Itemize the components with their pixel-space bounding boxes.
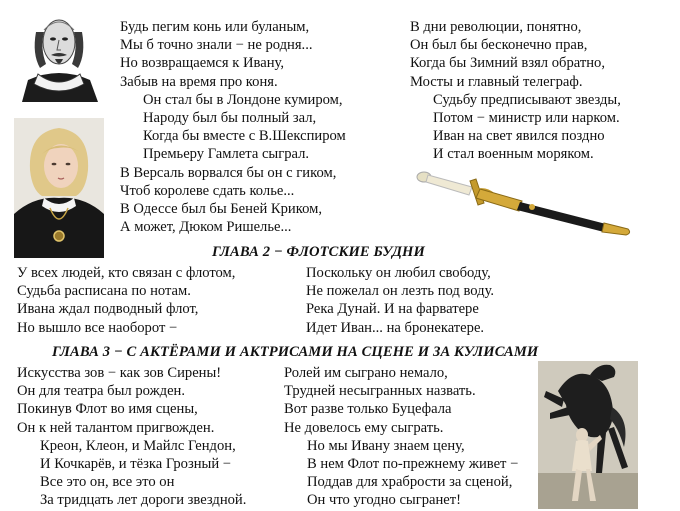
- poem-line: У всех людей, кто связан с флотом,: [17, 265, 236, 281]
- poem-line: Креон, Клеон, и Майлс Гендон,: [40, 437, 236, 454]
- poem-stanza-chapter3-left: [17, 364, 246, 510]
- poem-line: Судьбу предписывают звезды,: [433, 91, 621, 108]
- poem-line: И Кочкарёв, и тёзка Грозный −: [40, 455, 232, 472]
- poem-line: Когда бы вместе с В.Шекспиром: [143, 128, 346, 145]
- poem-line: Но мы Ивану знаем цену,: [307, 437, 465, 454]
- poem-line: Потом − министр или нарком.: [433, 109, 620, 126]
- poem-stanza-section1-right: [410, 18, 621, 164]
- poem-line: Забыв на время про коня.: [120, 73, 278, 90]
- poem-line: Но вышло все наоборот −: [17, 319, 178, 336]
- poem-line: Будь пегим конь или буланым,: [120, 19, 310, 35]
- poem-stanza-chapter3-right: [284, 364, 518, 510]
- chapter-2-heading: ГЛАВА 2 − ФЛОТСКИЕ БУДНИ: [212, 244, 425, 260]
- rearing-horse-image: [538, 361, 638, 509]
- poem-line: Не пожелал он лезть под воду.: [306, 283, 495, 300]
- poem-line: Чтоб королеве сдать колье...: [120, 182, 295, 199]
- actor-portrait-image: [14, 118, 104, 258]
- poem-line: Ивана ждал подводный флот,: [17, 301, 199, 318]
- poem-line: Премьеру Гамлета сыграл.: [143, 146, 310, 163]
- chapter-3-heading: ГЛАВА 3 − С АКТЁРАМИ И АКТРИСАМИ НА СЦЕНЕ И ЗА КУЛИСАМИ: [52, 344, 539, 360]
- poem-line: Все это он, все это он: [40, 474, 175, 491]
- poem-line: Он был бы бесконечно прав,: [410, 37, 588, 54]
- poem-line: Идет Иван... на бронекатере.: [306, 319, 485, 336]
- poem-line: В Версаль ворвался бы он с гиком,: [120, 164, 337, 181]
- poem-line: Мосты и главный телеграф.: [410, 73, 583, 90]
- poem-line: И стал военным моряком.: [433, 146, 594, 163]
- poem-stanza-chapter2-right: [306, 264, 494, 337]
- poem-line: Поскольку он любил свободу,: [306, 265, 491, 281]
- poem-line: Трудней несыгранных назвать.: [284, 383, 476, 400]
- poem-line: Он для театра был рожден.: [17, 383, 186, 400]
- poem-line: А может, Дюком Ришелье...: [120, 219, 292, 236]
- poem-line: Не довелось ему сыграть.: [284, 419, 444, 436]
- poem-stanza-section1-left: [120, 18, 346, 236]
- poem-stanza-chapter2-left: [17, 264, 235, 337]
- poem-line: Когда бы Зимний взял обратно,: [410, 55, 605, 72]
- poem-line: В нем Флот по-прежнему живет −: [307, 455, 519, 472]
- poem-line: За тридцать лет дороги звездной.: [40, 492, 247, 509]
- poem-line: Он что угодно сыгранет!: [307, 492, 462, 509]
- poem-line: В дни революции, понятно,: [410, 19, 582, 35]
- poem-line: Судьба расписана по нотам.: [17, 283, 191, 300]
- poem-line: Поддав для храбрости за сценой,: [307, 474, 513, 491]
- poem-line: Ролей им сыграно немало,: [284, 365, 448, 381]
- poem-line: Вот разве только Буцефала: [284, 401, 452, 418]
- poem-line: Он стал бы в Лондоне кумиром,: [143, 91, 343, 108]
- poem-line: В Одессе был бы Беней Криком,: [120, 200, 322, 217]
- poem-line: Покинув Флот во имя сцены,: [17, 401, 198, 418]
- poem-line: Река Дунай. И на фарватере: [306, 301, 479, 318]
- poem-line: Но возвращаемся к Ивану,: [120, 55, 285, 72]
- naval-dirk-image: [414, 165, 634, 240]
- poem-line: Искусства зов − как зов Сирены!: [17, 365, 222, 381]
- poem-line: Мы б точно знали − не родня...: [120, 37, 313, 54]
- poem-line: Он к ней талантом пригвожден.: [17, 419, 215, 436]
- poem-line: Иван на свет явился поздно: [433, 128, 605, 145]
- poem-line: Народу был бы полный зал,: [143, 109, 317, 126]
- shakespeare-portrait-image: [14, 2, 104, 102]
